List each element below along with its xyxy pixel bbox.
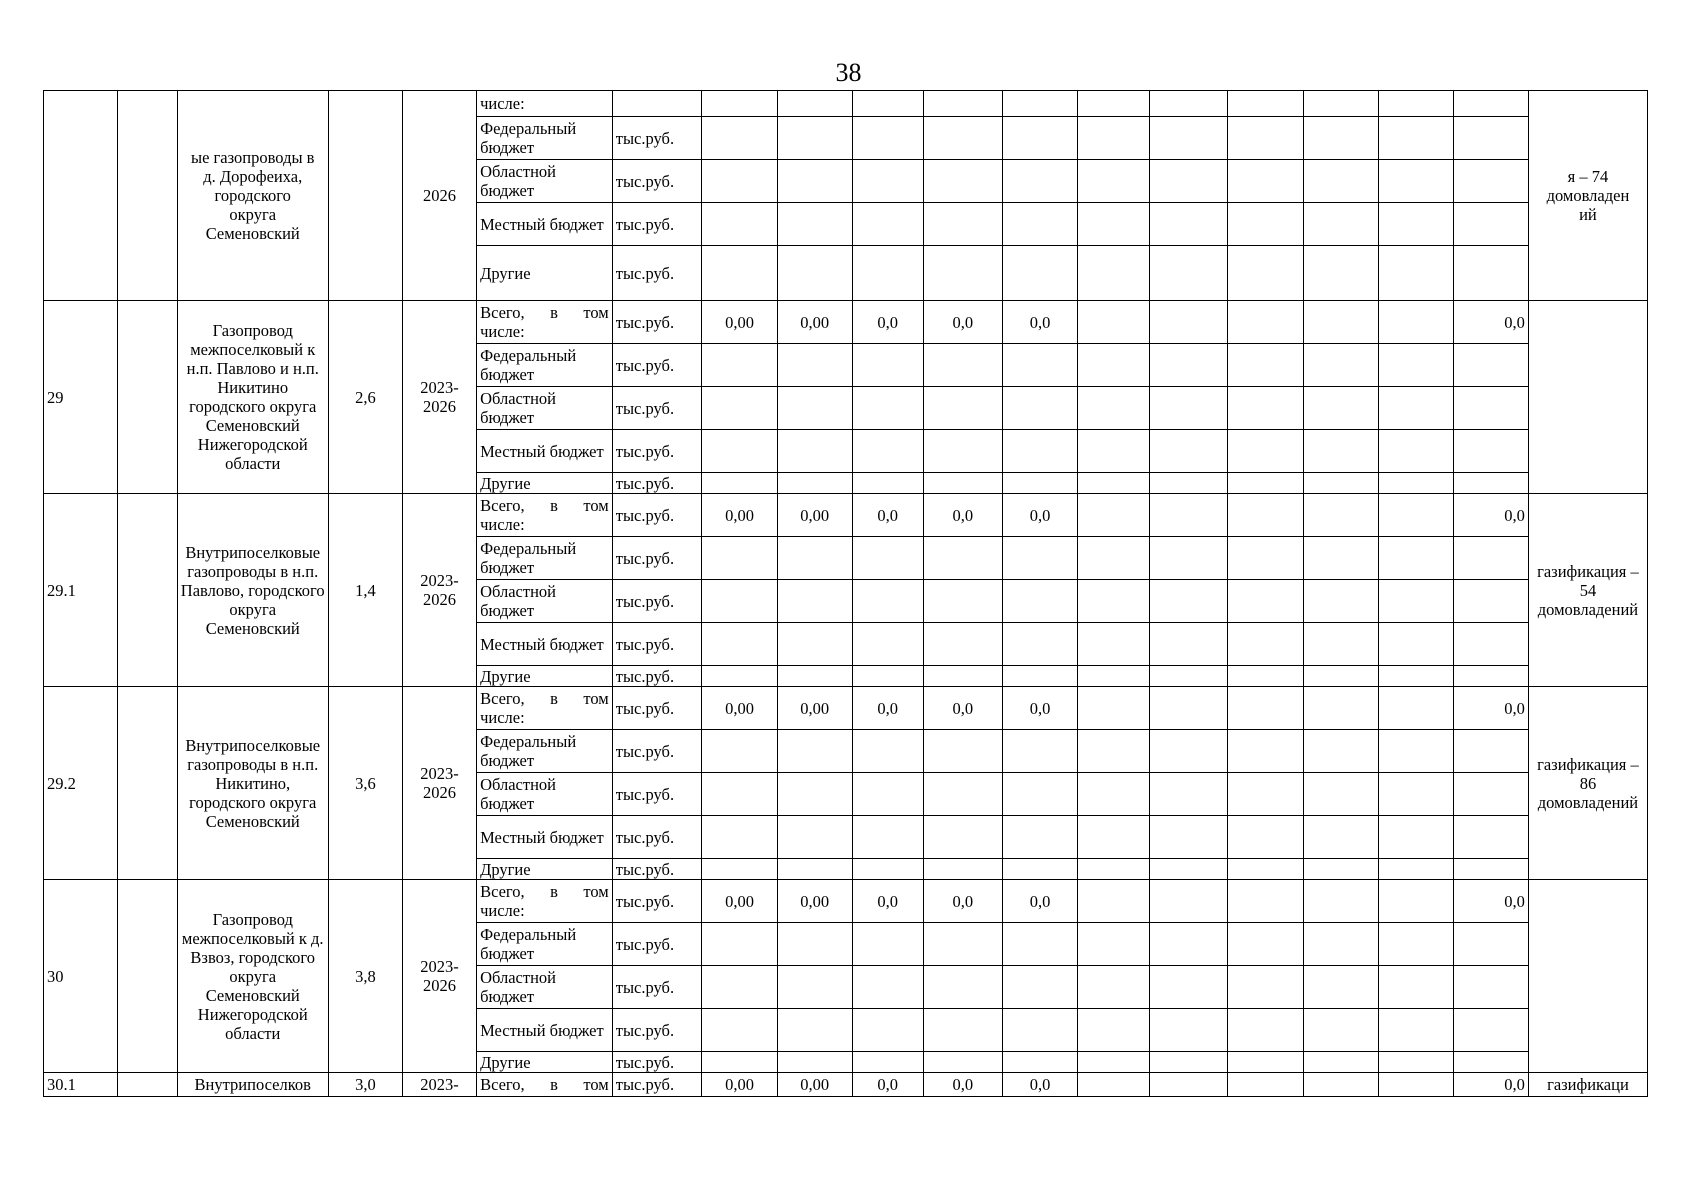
total-value-cell: 0,0 xyxy=(923,1073,1002,1097)
total-value-cell: 0,0 xyxy=(1002,494,1077,537)
table-row xyxy=(44,1073,1648,1097)
project-name-cell: Внутрипоселковые газопроводы в н.п. Павлово, городского округа Семеновский xyxy=(177,494,328,687)
unit-cell: тыс.руб. xyxy=(612,494,702,537)
total-value-cell: 0,00 xyxy=(777,1073,852,1097)
total-value-cell: 0,0 xyxy=(1002,1073,1077,1097)
source-cell: Федеральный бюджет xyxy=(477,117,613,160)
total-value-cell: 0,0 xyxy=(1453,687,1528,730)
source-cell: Местный бюджет xyxy=(477,203,613,246)
unit-cell: тыс.руб. xyxy=(612,773,702,816)
unit-cell: тыс.руб. xyxy=(612,387,702,430)
source-cell: Федеральный бюджет xyxy=(477,537,613,580)
source-cell: Областной бюджет xyxy=(477,387,613,430)
project-period-cell: 2023-2026 xyxy=(402,687,476,880)
unit-cell: тыс.руб. xyxy=(612,623,702,666)
total-value-cell: 0,00 xyxy=(702,1073,777,1097)
source-cell: Областной бюджет xyxy=(477,966,613,1009)
unit-cell: тыс.руб. xyxy=(612,1052,702,1073)
table-row xyxy=(44,91,1648,117)
unit-cell: тыс.руб. xyxy=(612,1009,702,1052)
source-cell: Местный бюджет xyxy=(477,1009,613,1052)
total-value-cell: 0,0 xyxy=(1453,1073,1528,1097)
table-row xyxy=(44,880,1648,923)
unit-cell: тыс.руб. xyxy=(612,117,702,160)
project-period-cell: 2023-2026 xyxy=(402,880,476,1073)
unit-cell: тыс.руб. xyxy=(612,816,702,859)
source-cell: Местный бюджет xyxy=(477,623,613,666)
source-total-cell: Всего, в том числе: xyxy=(477,687,613,730)
total-value-cell: 0,0 xyxy=(852,687,923,730)
page-number: 38 xyxy=(835,58,862,87)
total-value-cell: 0,0 xyxy=(1002,301,1077,344)
source-cell: Другие xyxy=(477,473,613,494)
unit-cell: тыс.руб. xyxy=(612,344,702,387)
source-cell: Областной бюджет xyxy=(477,580,613,623)
project-period-cell: 2023-2026 xyxy=(402,494,476,687)
project-length-cell: 2,6 xyxy=(328,301,402,494)
project-length-cell: 3,8 xyxy=(328,880,402,1073)
source-total-cell: Всего, в том числе: xyxy=(477,880,613,923)
total-value-cell: 0,00 xyxy=(777,494,852,537)
total-value-cell: 0,0 xyxy=(1453,301,1528,344)
unit-cell: тыс.руб. xyxy=(612,160,702,203)
project-name-cell: Внутрипоселковые газопроводы в н.п. Никитино, городского округа Семеновский xyxy=(177,687,328,880)
total-value-cell: 0,0 xyxy=(1002,687,1077,730)
source-cell: Местный бюджет xyxy=(477,816,613,859)
num-cell xyxy=(44,91,118,301)
project-period-cell: 2023- xyxy=(402,1073,476,1097)
total-value-cell: 0,0 xyxy=(1453,494,1528,537)
unit-cell: тыс.руб. xyxy=(612,537,702,580)
total-value-cell: 0,0 xyxy=(923,494,1002,537)
project-name-cell: Газопровод межпоселковый к н.п. Павлово и н.п. Никитино городского округа Семеновский Нижегородской области xyxy=(177,301,328,494)
program-table xyxy=(43,90,1648,1097)
project-name-cell: Газопровод межпоселковый к д. Взвоз, городского округа Семеновский Нижегородской области xyxy=(177,880,328,1073)
project-num-cell: 30 xyxy=(44,880,118,1073)
unit-cell: тыс.руб. xyxy=(612,580,702,623)
result-cell xyxy=(1528,301,1647,494)
total-value-cell: 0,0 xyxy=(852,880,923,923)
unit-cell: тыс.руб. xyxy=(612,1073,702,1097)
source-cell: числе: xyxy=(477,91,613,117)
total-value-cell: 0,0 xyxy=(1002,880,1077,923)
table-row xyxy=(44,687,1648,730)
table-row xyxy=(44,301,1648,344)
result-cell: газификация – 86 домовладений xyxy=(1528,687,1647,880)
unit-cell: тыс.руб. xyxy=(612,966,702,1009)
unit-cell: тыс.руб. xyxy=(612,301,702,344)
unit-cell: тыс.руб. xyxy=(612,859,702,880)
total-value-cell: 0,0 xyxy=(852,1073,923,1097)
project-name-cell: ые газопроводы в д. Дорофеиха, городского округа Семеновский xyxy=(177,91,328,301)
source-cell: Другие xyxy=(477,666,613,687)
source-cell: Федеральный бюджет xyxy=(477,344,613,387)
total-value-cell: 0,00 xyxy=(777,687,852,730)
source-cell: Другие xyxy=(477,1052,613,1073)
project-period-cell: 2023-2026 xyxy=(402,301,476,494)
total-value-cell: 0,00 xyxy=(702,494,777,537)
total-value-cell: 0,00 xyxy=(702,880,777,923)
source-cell: Федеральный бюджет xyxy=(477,730,613,773)
project-length-cell: 3,6 xyxy=(328,687,402,880)
project-num-cell: 30.1 xyxy=(44,1073,118,1097)
unit-cell: тыс.руб. xyxy=(612,430,702,473)
total-value-cell: 0,0 xyxy=(852,301,923,344)
unit-cell: тыс.руб. xyxy=(612,880,702,923)
source-cell: Местный бюджет xyxy=(477,430,613,473)
unit-cell: тыс.руб. xyxy=(612,203,702,246)
total-value-cell: 0,00 xyxy=(702,301,777,344)
total-value-cell: 0,00 xyxy=(702,687,777,730)
total-value-cell: 0,0 xyxy=(923,687,1002,730)
total-value-cell: 0,0 xyxy=(923,301,1002,344)
source-cell: Областной бюджет xyxy=(477,773,613,816)
source-total-cell: Всего, в том числе: xyxy=(477,301,613,344)
project-name-cell: Внутрипоселков xyxy=(177,1073,328,1097)
source-cell: Другие xyxy=(477,859,613,880)
total-value-cell: 0,00 xyxy=(777,880,852,923)
result-cell xyxy=(1528,880,1647,1073)
source-total-cell: Всего, в том числе: xyxy=(477,494,613,537)
project-length-cell: 3,0 xyxy=(328,1073,402,1097)
result-cell: газификация – 54 домовладений xyxy=(1528,494,1647,687)
total-value-cell: 0,0 xyxy=(1453,880,1528,923)
source-cell: Областной бюджет xyxy=(477,160,613,203)
project-num-cell: 29 xyxy=(44,301,118,494)
period-cell: 2026 xyxy=(402,91,476,301)
table-row xyxy=(44,494,1648,537)
unit-cell: тыс.руб. xyxy=(612,246,702,301)
source-cell: Другие xyxy=(477,246,613,301)
unit-cell: тыс.руб. xyxy=(612,687,702,730)
result-cell: газификаци xyxy=(1528,1073,1647,1097)
source-total-cell: Всего, в том xyxy=(477,1073,613,1097)
total-value-cell: 0,00 xyxy=(777,301,852,344)
total-value-cell: 0,0 xyxy=(852,494,923,537)
project-num-cell: 29.2 xyxy=(44,687,118,880)
source-cell: Федеральный бюджет xyxy=(477,923,613,966)
project-length-cell: 1,4 xyxy=(328,494,402,687)
total-value-cell: 0,0 xyxy=(923,880,1002,923)
unit-cell: тыс.руб. xyxy=(612,666,702,687)
unit-cell: тыс.руб. xyxy=(612,473,702,494)
unit-cell: тыс.руб. xyxy=(612,923,702,966)
result-cell: я – 74 домовладен ий xyxy=(1528,91,1647,301)
unit-cell: тыс.руб. xyxy=(612,730,702,773)
project-num-cell: 29.1 xyxy=(44,494,118,687)
